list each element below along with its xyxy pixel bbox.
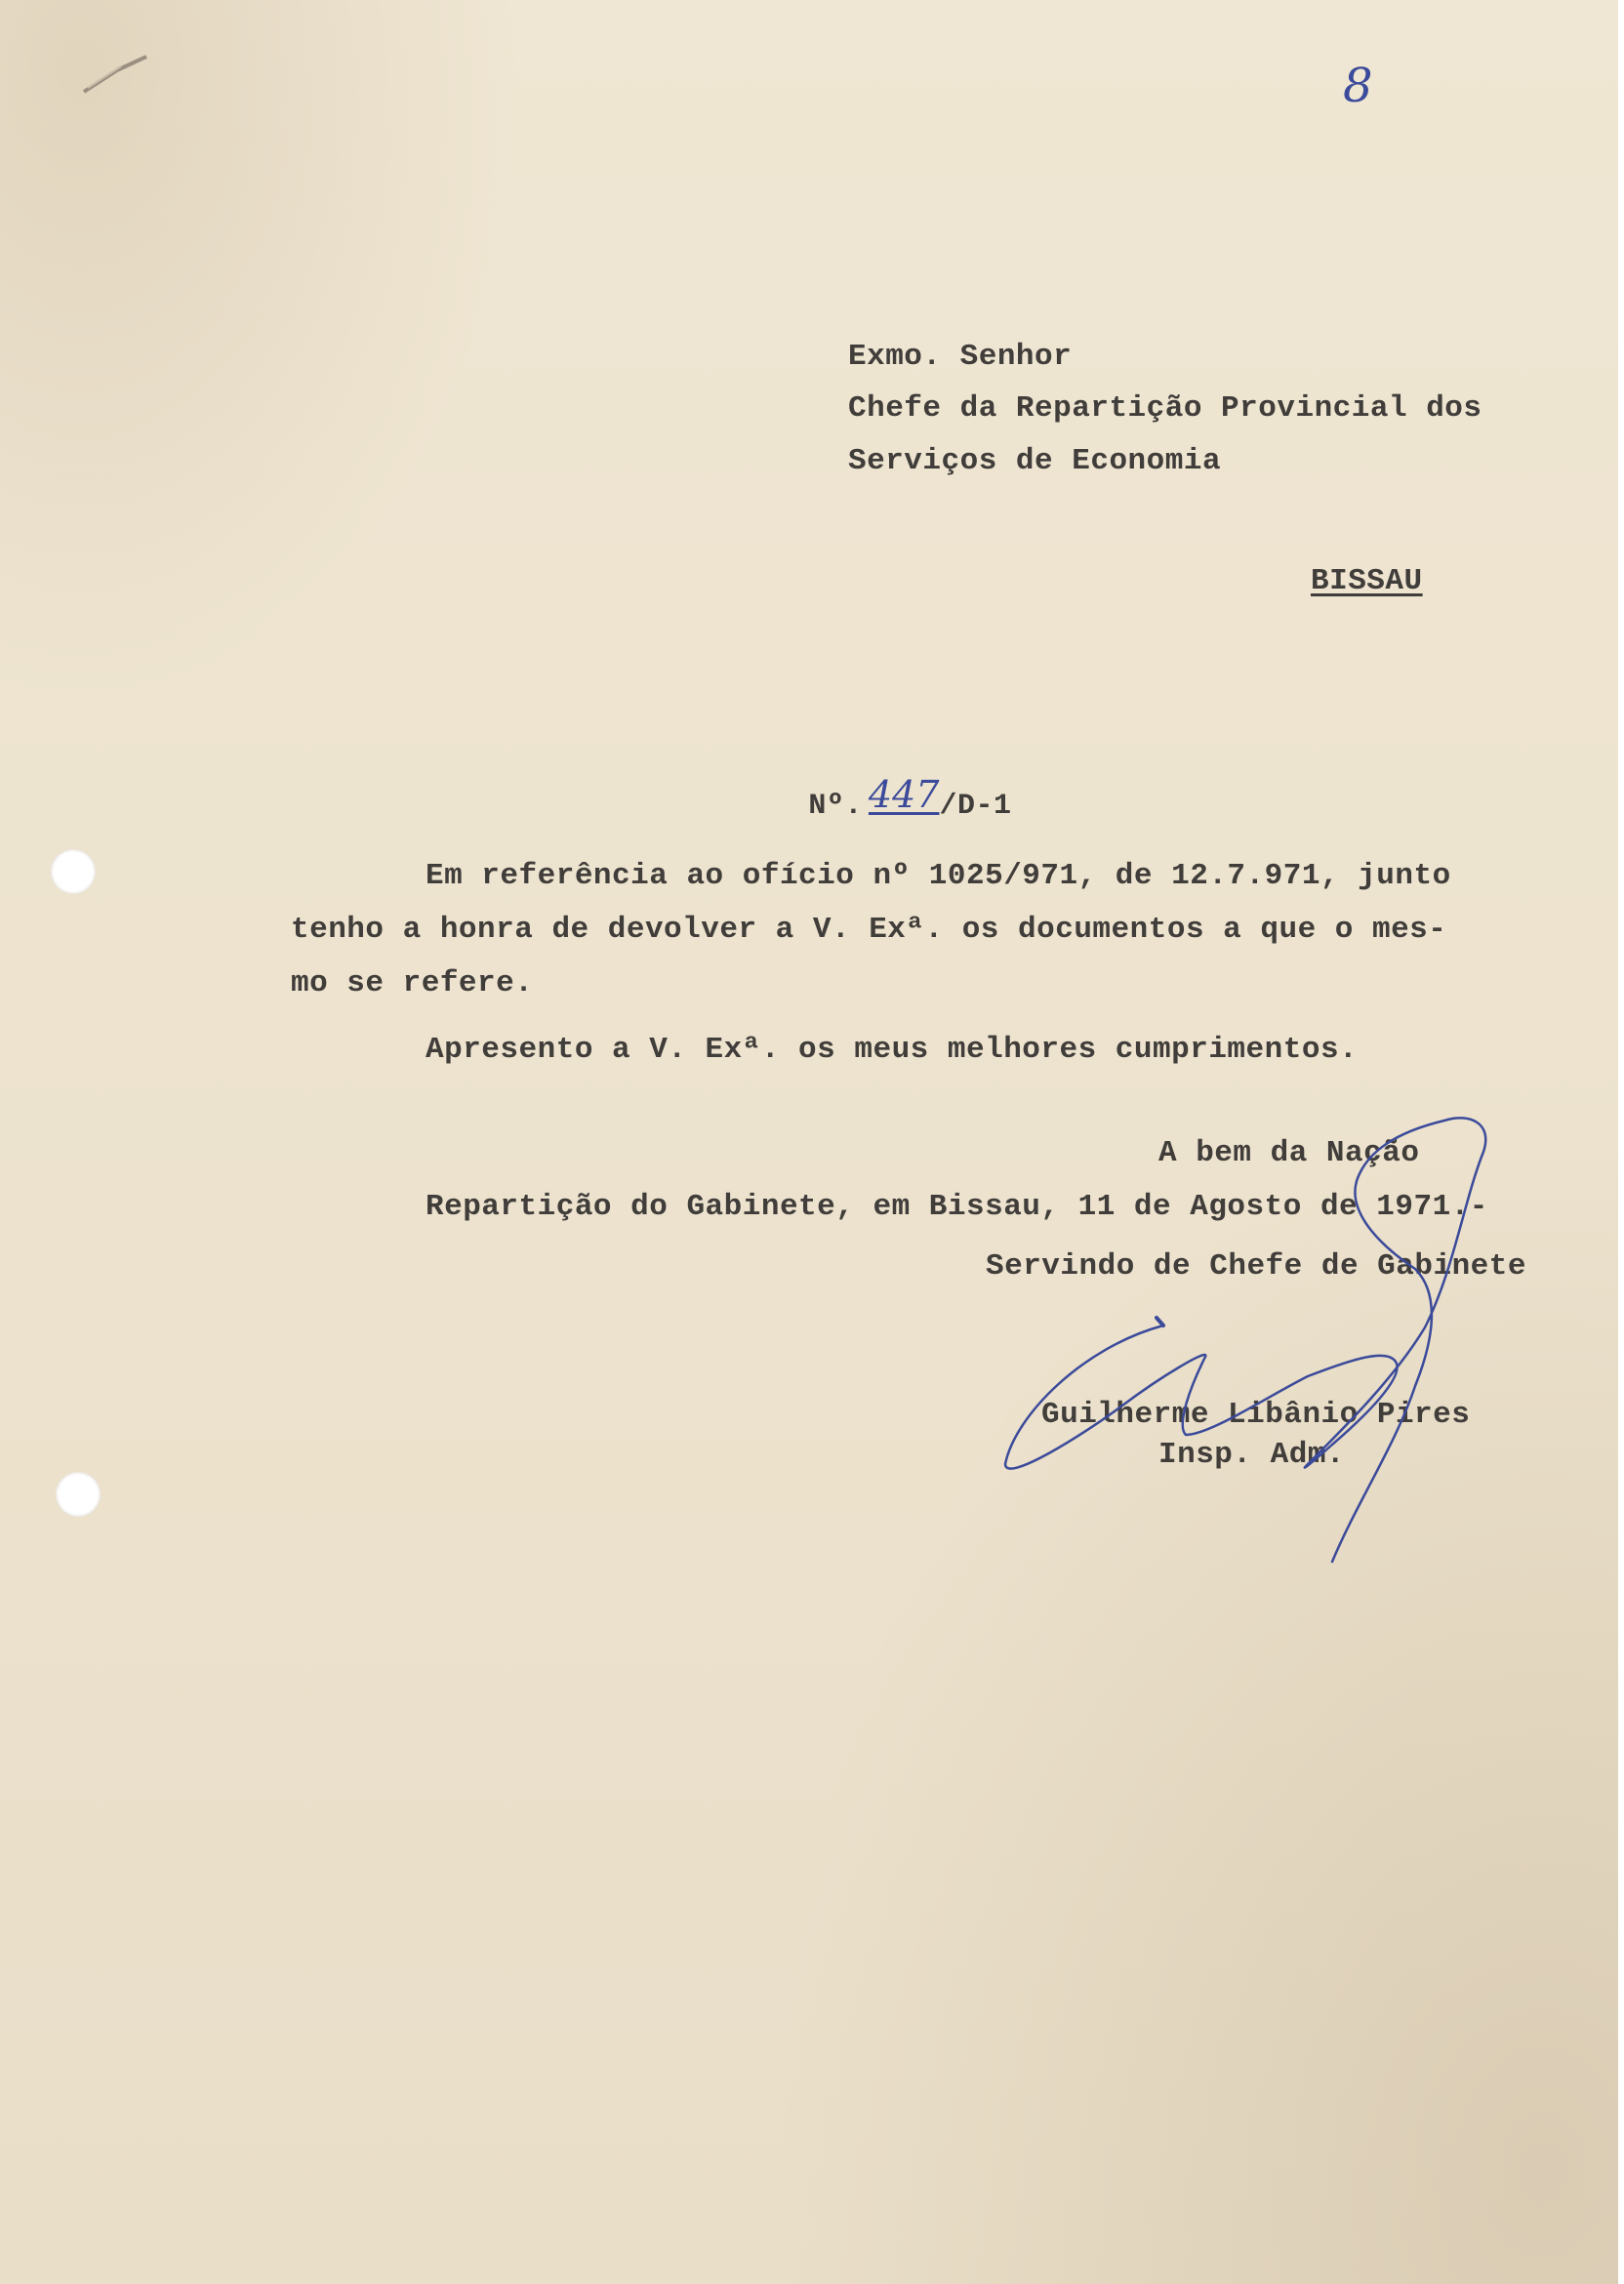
punch-hole-bottom bbox=[56, 1472, 101, 1517]
staple-mark bbox=[78, 51, 156, 100]
signatory-title: Insp. Adm. bbox=[1158, 1438, 1346, 1472]
body-paragraph-2: Apresento a V. Exª. os meus melhores cumprimentos. bbox=[426, 1033, 1359, 1067]
recipient-city: BISSAU bbox=[1311, 564, 1423, 598]
reference-handwritten-number: 447 bbox=[868, 773, 940, 816]
page-number: 8 bbox=[1343, 59, 1373, 113]
recipient-department: Serviços de Economia bbox=[848, 444, 1222, 478]
signatory-name: Guilherme Libânio Pires bbox=[1041, 1398, 1471, 1432]
punch-hole-top bbox=[51, 849, 96, 894]
page-edge bbox=[1618, 0, 1624, 2284]
reference-prefix: Nº. bbox=[808, 790, 863, 823]
reference-suffix: /D-1 bbox=[939, 790, 1012, 823]
closing-place-date: Repartição do Gabinete, em Bissau, 11 de Agosto de 1971.- bbox=[426, 1190, 1488, 1224]
body-paragraph-1-line-1: Em referência ao ofício nº 1025/971, de 12.7.971, junto bbox=[426, 859, 1451, 893]
closing-role: Servindo de Chefe de Gabinete bbox=[986, 1249, 1526, 1284]
closing-salutation: A bem da Nação bbox=[1158, 1136, 1420, 1170]
recipient-title: Chefe da Repartição Provincial dos bbox=[848, 391, 1482, 426]
reference-number bbox=[771, 761, 1011, 839]
body-paragraph-1-line-3: mo se refere. bbox=[291, 966, 534, 1000]
recipient-salutation: Exmo. Senhor bbox=[848, 340, 1073, 374]
body-paragraph-1-line-2: tenho a honra de devolver a V. Exª. os documentos a que o mes- bbox=[291, 913, 1447, 947]
